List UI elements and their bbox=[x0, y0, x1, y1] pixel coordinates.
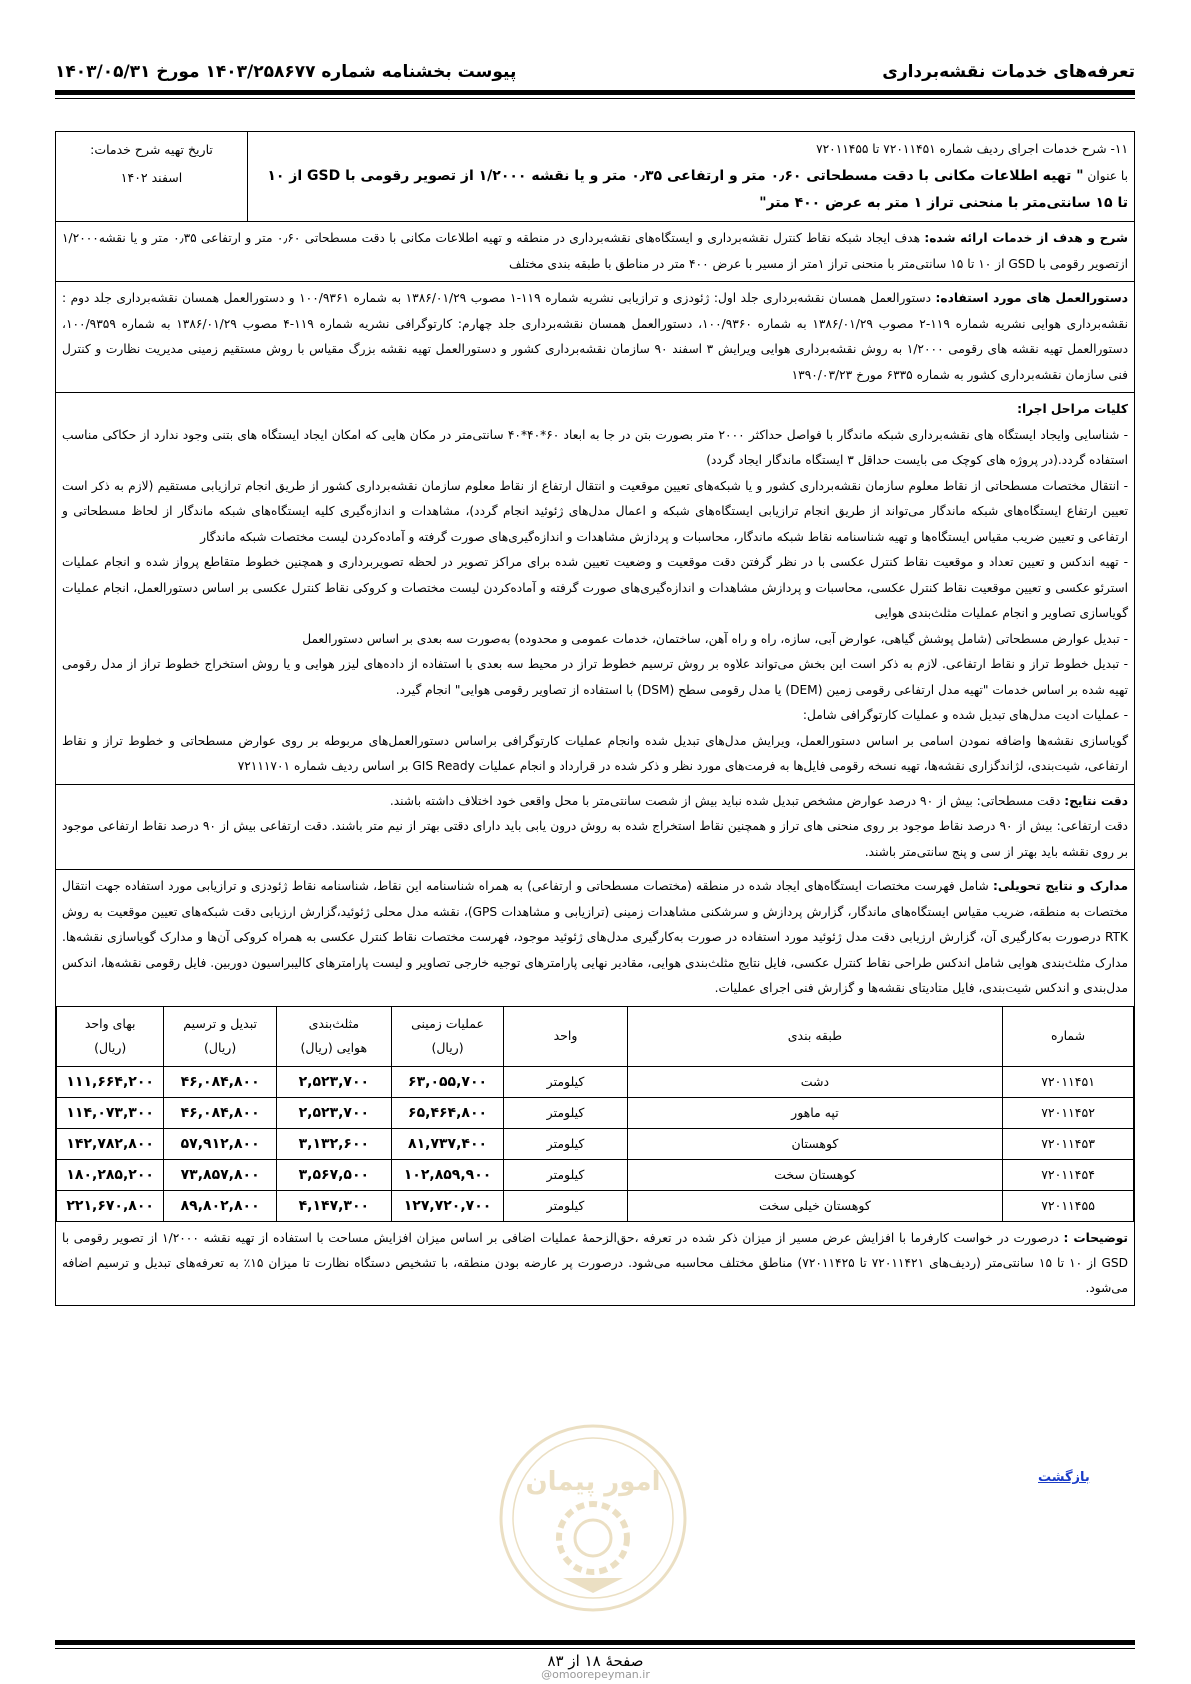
table-row bbox=[57, 1128, 1134, 1159]
instructions-label: دستورالعمل های مورد استفاده: bbox=[935, 291, 1129, 305]
cell-aero: ۴,۱۴۷,۳۰۰ bbox=[276, 1190, 391, 1221]
header-price: بهای واحد (ریال) bbox=[57, 1006, 164, 1066]
page-number: صفحهٔ ۱۸ از ۸۳ bbox=[547, 1652, 644, 1670]
cell-class: تپه ماهور bbox=[627, 1097, 1002, 1128]
deliverables-text: شامل فهرست مختصات ایستگاه‌های ایجاد شده در منطقه (مختصات مسطحاتی و ارتفاعی) به همراه شناسنامه این نقاط، شناسنامه نقاط ژئودزی و ترازیابی مورد استفاده جهت انتقال مختصات به منطقه، ضریب مقیاس ایستگاه‌های ماندگار، گزارش پردازش و سرشکنی مشاهدات زمینی (ترازیابی و مشاهدات GPS)، نقشه مدل محلی ژئوئید،گزارش ارزیابی دقت شبکه‌های تعیین موقعیت به روش RTK درصورت به‌کارگیری آن، گزارش ارزیابی دقت مدل ژئوئید مورد استفاده در صورت به‌کارگیری مدل‌های ژئوئید موجود، فهرست مختصات نقاط کنترل عکسی به همراه کروکی آن‌ها و مدارک گویاسازی نقشه‌ها. مدارک مثلث‌بندی هوایی شامل اندکس طراحی نقاط کنترل عکسی، فایل نتایج مثلث‌بندی هوایی، مقادیر نهایی پارامترهای توجیه خارجی تصاویر و لیست پارامترهای کالیبراسیون دوربین. فایل رقومی نقشه‌ها، اندکس مدل‌بندی و اندکس شیت‌بندی، فایل متادیتای نقشه‌ها و گزارش فنی اجرای عملیات. bbox=[62, 879, 1128, 995]
purpose-section bbox=[56, 222, 1134, 282]
cell-draw: ۷۳,۸۵۷,۸۰۰ bbox=[164, 1159, 277, 1190]
site-watermark: @omoorepeyman.ir bbox=[541, 1668, 650, 1681]
table-row bbox=[57, 1066, 1134, 1097]
watermark-seal-icon bbox=[493, 1418, 693, 1618]
cell-draw: ۸۹,۸۰۲,۸۰۰ bbox=[164, 1190, 277, 1221]
header-rule-thick bbox=[55, 90, 1135, 95]
instructions-section bbox=[56, 282, 1134, 393]
step-item: - شناسایی وایجاد ایستگاه های نقشه‌برداری شبکه ماندگار با فواصل حداکثر ۲۰۰۰ متر بصورت بتن در جا به ابعاد ۶۰*۴۰*۴۰ سانتی‌متر در مکان هایی که امکان ایجاد ایستگاه های بتنی وجود ندارد از حکاکی مناسب استفاده گردد.(در پروژه های کوچک می بایست حداقل ۳ ایستگاه ماندگار ایجاد گردد) bbox=[62, 427, 1129, 467]
cell-code: ۷۲۰۱۱۴۵۱ bbox=[1003, 1066, 1134, 1097]
header-code: شماره bbox=[1003, 1006, 1134, 1066]
accuracy-label: دقت نتایج: bbox=[1064, 793, 1128, 808]
step-item: - عملیات ادیت مدل‌های تبدیل شده و عملیات کارتوگرافی شامل: bbox=[802, 708, 1128, 722]
cell-aero: ۳,۱۳۲,۶۰۰ bbox=[276, 1128, 391, 1159]
cell-unit: کیلومتر bbox=[504, 1066, 627, 1097]
title-line-1: ۱۱- شرح خدمات اجرای ردیف شماره ۷۲۰۱۱۴۵۱ تا ۷۲۰۱۱۴۵۵ bbox=[816, 142, 1128, 156]
header-rule-thin bbox=[55, 98, 1135, 99]
table-row bbox=[57, 1190, 1134, 1221]
header-left-title: پیوست بخشنامه شماره ۱۴۰۳/۲۵۸۶۷۷ مورخ ۱۴۰۳/۰۵/۳۱ bbox=[55, 62, 517, 82]
purpose-text: هدف ایجاد شبکه نقاط کنترل نقشه‌برداری و ایستگاه‌های نقشه‌برداری در منطقه و تهیه اطلاعات مکانی با دقت مسطحاتی ۰٫۶۰ متر و ارتفاعی ۰٫۳۵ متر و یا نقشه۱/۲۰۰۰ ازتصویر رقومی با GSD از ۱۰ تا ۱۵ سانتی‌متر با منحنی تراز ۱متر از مسیر با عرض ۴۰۰ متر در مناطق با طبقه بندی مختلف bbox=[62, 231, 1128, 271]
cell-price: ۱۴۲,۷۸۲,۸۰۰ bbox=[57, 1128, 164, 1159]
cell-code: ۷۲۰۱۱۴۵۵ bbox=[1003, 1190, 1134, 1221]
title-block bbox=[56, 132, 1134, 222]
cell-unit: کیلومتر bbox=[504, 1190, 627, 1221]
cell-aero: ۲,۵۲۳,۷۰۰ bbox=[276, 1097, 391, 1128]
notes-text: درصورت در خواست کارفرما با افزایش عرض مسیر از میزان ذکر شده در تعرفه ،حق‌الزحمهٔ عملیات اضافی بر اساس میزان افزایش مساحت با استفاده از تهیه نقشه ۱/۲۰۰۰ از تصویر رقومی با GSD از ۱۰ تا ۱۵ سانتی‌متر (ردیف‌های ۷۲۰۱۱۴۲۱ تا ۷۲۰۱۱۴۲۵) مناطق مختلف محاسبه می‌شود. درصورت پر عارضه بودن منطقه، با تشخیص دستگاه نظارت تا میزان ۱۵٪ به تعرفه‌های تبدیل و ترسیم اضافه می‌شود. bbox=[62, 1230, 1128, 1295]
accuracy-text-2: دقت ارتفاعی: بیش از ۹۰ درصد نقاط موجود بر روی منحنی های تراز و همچنین نقاط استخراج شده به روش درون یابی باید دارای دقتی بهتر از نیم متر باشند. دقت ارتفاعی بیش از ۹۰ درصد نقاط ارتفاعی موجود بر روی نقشه باید بهتر از سی و پنج سانتی‌متر باشند. bbox=[62, 819, 1128, 859]
cell-draw: ۵۷,۹۱۲,۸۰۰ bbox=[164, 1128, 277, 1159]
cell-unit: کیلومتر bbox=[504, 1097, 627, 1128]
cell-class: دشت bbox=[627, 1066, 1002, 1097]
instructions-text: دستورالعمل همسان نقشه‌برداری جلد اول: ژئودزی و ترازیابی نشریه شماره ۱۱۹-۱ مصوب ۱۳۸۶/۰۱/۲۹ به شماره ۱۰۰/۹۳۶۱ و دستورالعمل همسان نقشه‌برداری جلد دوم : نقشه‌برداری هوایی نشریه شماره ۱۱۹-۲ مصوب ۱۳۸۶/۰۱/۲۹ به شماره ۱۰۰/۹۳۶۰، دستورالعمل همسان نقشه‌برداری جلد چهارم: کارتوگرافی نشریه شماره ۱۱۹-۴ مصوب ۱۳۸۶/۰۱/۲۹ به شماره ۱۰۰/۹۳۵۹، دستورالعمل تهیه نقشه های رقومی ۱/۲۰۰۰ به روش نقشه‌برداری هوایی ویرایش ۳ اسفند ۹۰ سازمان نقشه‌برداری کشور و دستورالعمل تهیه نقشه بزرگ مقیاس با روش مستقیم زمینی مدیریت نظارت و کنترل فنی سازمان نقشه‌برداری کشور به شماره ۶۳۳۵ مورخ ۱۳۹۰/۰۳/۲۳ bbox=[62, 291, 1129, 382]
step-item: - تبدیل خطوط تراز و نقاط ارتفاعی. لازم به ذکر است این بخش می‌تواند علاوه بر روش ترسیم خطوط تراز در محیط سه بعدی با استفاده از داده‌های لیزر هوایی و یا روش استخراج خطوط تراز از مدل رقومی تهیه شده بر اساس خدمات "تهیه مدل ارتفاعی رقومی زمین (DEM) یا مدل رقومی سطح (DSM) با استفاده از تصاویر رقومی هوایی" انجام گیرد. bbox=[62, 657, 1128, 697]
svg-text:امور پیمان: امور پیمان bbox=[525, 1467, 661, 1497]
step-item: گویاسازی نقشه‌ها واضافه نمودن اسامی بر اساس دستورالعمل، ویرایش مدل‌های تبدیل شده وانجام عملیات کارتوگرافی براساس دستورالعمل‌های مربوطه بر روی عوارض مسطحاتی و خطوط تراز و نقاط ارتفاعی، شیت‌بندی، لژاندگزاری نقشه‌ها، تهیه نسخه رقومی فایل‌ها به فرمت‌های مورد نظر و ذکر شده در قرارداد و انجام عملیات GIS Ready بر اساس ردیف شماره ۷۲۱۱۱۷۰۱ bbox=[62, 733, 1128, 773]
cell-unit: کیلومتر bbox=[504, 1159, 627, 1190]
date-value: اسفند ۱۴۰۲ bbox=[120, 170, 183, 185]
cell-ground: ۶۵,۴۶۴,۸۰۰ bbox=[391, 1097, 504, 1128]
title-text bbox=[248, 132, 1134, 221]
accuracy-text-1: دقت مسطحاتی: بیش از ۹۰ درصد عوارض مشخص تبدیل شده نباید بیش از شصت سانتی‌متر با محل واقعی خود اختلاف داشته باشند. bbox=[389, 793, 1065, 808]
cell-class: کوهستان سخت bbox=[627, 1159, 1002, 1190]
header-right-title: تعرفه‌های خدمات نقشه‌برداری bbox=[882, 62, 1135, 82]
step-item: - انتقال مختصات مسطحاتی از نقاط معلوم سازمان نقشه‌برداری کشور و یا شبکه‌های تعیین موقعیت و انتقال ارتفاع از نقاط معلوم سازمان نقشه‌برداری کشور از طریق انجام ترازیابی مستقیم (لازم به ذکر است تعیین ارتفاع ایستگاه‌های شبکه ماندگار می‌تواند از طریق انجام ترازیابی ایستگاه‌های شبکه و اعمال مدل‌های ژئوئید انجام گردد)، مشاهدات و اندازه‌گیری کلیه ایستگاه‌های شبکه ماندگار از لحاظ مسطحاتی و ارتفاعی و تعیین ضریب مقیاس ایستگاه‌ها و تهیه شناسنامه نقاط شبکه ماندگار، محاسبات و پردازش مشاهدات و اندازه‌گیری‌های صورت گرفته و آماده‌کردن لیست مختصات شبکه ماندگار bbox=[62, 478, 1128, 544]
cell-ground: ۸۱,۷۳۷,۴۰۰ bbox=[391, 1128, 504, 1159]
cell-code: ۷۲۰۱۱۴۵۳ bbox=[1003, 1128, 1134, 1159]
cell-class: کوهستان bbox=[627, 1128, 1002, 1159]
cell-aero: ۳,۵۶۷,۵۰۰ bbox=[276, 1159, 391, 1190]
steps-section bbox=[56, 393, 1134, 785]
date-label: تاریخ تهیه شرح خدمات: bbox=[90, 142, 213, 157]
title-date-cell bbox=[56, 132, 248, 221]
accuracy-section bbox=[56, 785, 1134, 871]
fee-table bbox=[56, 1006, 1134, 1222]
deliverables-section bbox=[56, 870, 1134, 1006]
table-header-row bbox=[57, 1006, 1134, 1066]
table-row bbox=[57, 1097, 1134, 1128]
cell-draw: ۴۶,۰۸۴,۸۰۰ bbox=[164, 1097, 277, 1128]
cell-unit: کیلومتر bbox=[504, 1128, 627, 1159]
cell-code: ۷۲۰۱۱۴۵۲ bbox=[1003, 1097, 1134, 1128]
header-unit: واحد bbox=[504, 1006, 627, 1066]
header-class: طبقه بندی bbox=[627, 1006, 1002, 1066]
cell-ground: ۶۳,۰۵۵,۷۰۰ bbox=[391, 1066, 504, 1097]
back-link[interactable]: بازگشت bbox=[1038, 1470, 1090, 1485]
table-row bbox=[57, 1159, 1134, 1190]
cell-price: ۱۸۰,۲۸۵,۲۰۰ bbox=[57, 1159, 164, 1190]
cell-aero: ۲,۵۲۳,۷۰۰ bbox=[276, 1066, 391, 1097]
footer-rule-thin bbox=[55, 1648, 1135, 1649]
title-line-2: با عنوان " تهیه اطلاعات مکانی با دقت مسطحاتی ۰٫۶۰ متر و ارتفاعی ۰٫۳۵ متر و یا نقشه ۱/۲۰۰۰ از تصویر رقومی با GSD از ۱۰ تا ۱۵ سانتی‌متر با منحنی تراز ۱ متر به عرض ۴۰۰ متر" bbox=[267, 168, 1128, 211]
notes-section bbox=[56, 1222, 1134, 1305]
cell-price: ۱۱۱,۶۶۴,۲۰۰ bbox=[57, 1066, 164, 1097]
footer-rule-thick bbox=[55, 1640, 1135, 1645]
step-item: - تبدیل عوارض مسطحاتی (شامل پوشش گیاهی، عوارض آبی، سازه، راه و راه آهن، ساختمان، خدمات عمومی و محدوده) به‌صورت سه بعدی بر اساس دستورالعمل bbox=[302, 631, 1128, 646]
cell-draw: ۴۶,۰۸۴,۸۰۰ bbox=[164, 1066, 277, 1097]
cell-code: ۷۲۰۱۱۴۵۴ bbox=[1003, 1159, 1134, 1190]
service-description-frame bbox=[55, 131, 1135, 1306]
step-item: - تهیه اندکس و تعیین تعداد و موقعیت نقاط کنترل عکسی با در نظر گرفتن دقت موقعیت و وضعیت تعیین شده برای مراکز تصویر در لحظه تصویربرداری و همچنین خطوط متقاطع پرواز شده و انجام عملیات استرئو عکسی و تعیین موقعیت نقاط کنترل عکسی، محاسبات و پردازش مشاهدات و اندازه‌گیری‌های صورت گرفته و آماده‌کردن لیست مختصات و کروکی نقاط کنترل عکسی بر اساس دستورالعمل، انجام عملیات گویاسازی تصاویر و انجام عملیات مثلث‌بندی هوایی bbox=[62, 555, 1128, 620]
cell-price: ۱۱۴,۰۷۳,۳۰۰ bbox=[57, 1097, 164, 1128]
header-aero: مثلث‌بندی هوایی (ریال) bbox=[276, 1006, 391, 1066]
cell-ground: ۱۲۷,۷۲۰,۷۰۰ bbox=[391, 1190, 504, 1221]
purpose-label: شرح و هدف از خدمات ارائه شده: bbox=[924, 231, 1128, 245]
notes-label: توضیحات : bbox=[1063, 1230, 1128, 1245]
steps-label: کلیات مراحل اجرا: bbox=[1017, 402, 1128, 416]
cell-price: ۲۲۱,۶۷۰,۸۰۰ bbox=[57, 1190, 164, 1221]
cell-ground: ۱۰۲,۸۵۹,۹۰۰ bbox=[391, 1159, 504, 1190]
deliverables-label: مدارک و نتایج تحویلی: bbox=[992, 879, 1128, 893]
page-header bbox=[55, 52, 1135, 92]
cell-class: کوهستان خیلی سخت bbox=[627, 1190, 1002, 1221]
header-draw: تبدیل و ترسیم (ریال) bbox=[164, 1006, 277, 1066]
header-ground: عملیات زمینی (ریال) bbox=[391, 1006, 504, 1066]
